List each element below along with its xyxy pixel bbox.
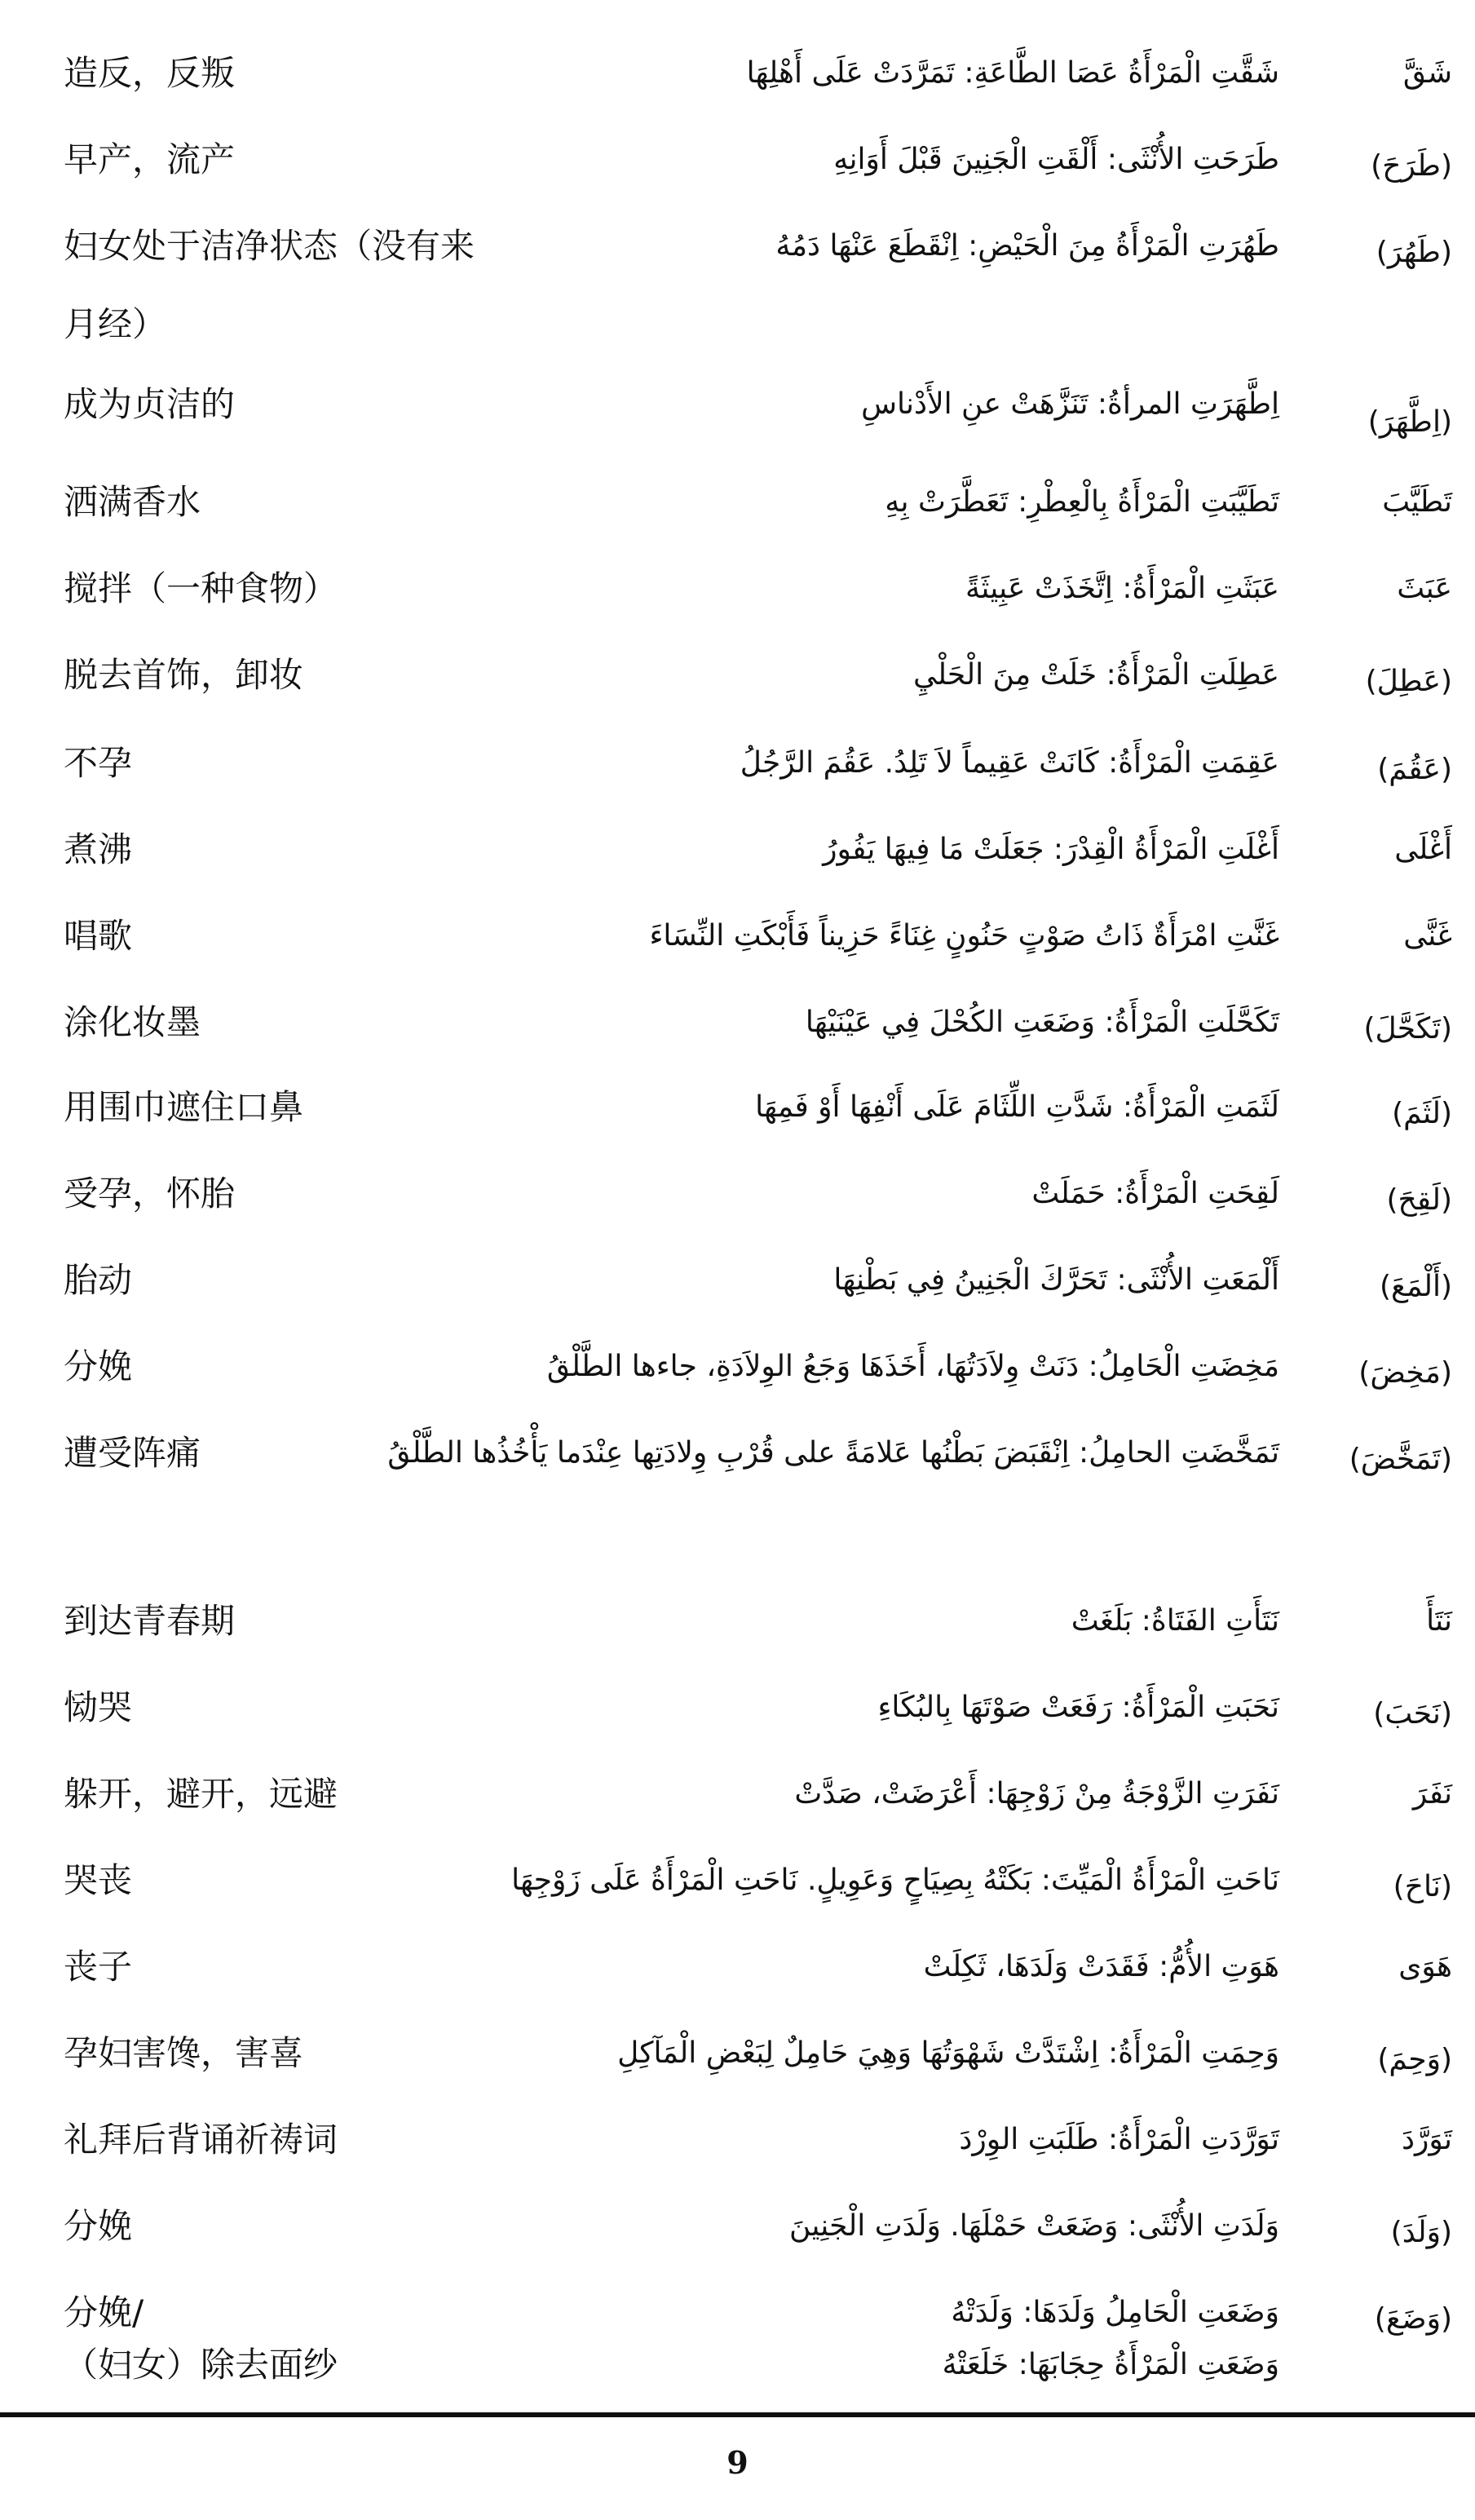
chinese-gloss: 哭丧 bbox=[64, 1860, 133, 1900]
headword: عَبَثَ bbox=[1397, 572, 1452, 605]
arabic-example: لَقِحَتِ الْمَرْأَةُ: حَمَلَتْ bbox=[1031, 1177, 1279, 1210]
arabic-example: نَاحَتِ الْمَرْأَةُ الْمَيِّتَ: بَكَتْهُ بِصِيَاحٍ وَعَوِيلٍ. نَاحَتِ الْمَرْأَةُ عَلَى زَوْجِهَا bbox=[511, 1863, 1279, 1897]
arabic-example: عَبَثَتِ الْمَرْأَةُ: اِتَّخَذَتْ عَبِيثَةً bbox=[965, 572, 1279, 605]
chinese-gloss: 胎动 bbox=[64, 1260, 133, 1300]
headword: (تَمَخَّضَ) bbox=[1349, 1443, 1452, 1476]
chinese-gloss: 成为贞洁的 bbox=[64, 384, 236, 424]
arabic-example: وَضَعَتِ الْمَرْأَةُ حِجَابَهَا: خَلَعَتْهُ bbox=[942, 2348, 1279, 2381]
arabic-example: وَحِمَتِ الْمَرْأَةُ: اِشْتَدَّتْ شَهْوَتُهَا وَهِيَ حَامِلٌ لِبَعْضِ الْمَآكِلِ bbox=[617, 2036, 1279, 2070]
chinese-gloss: 受孕，怀胎 bbox=[64, 1174, 236, 1214]
arabic-example: تَمَخَّضَتِ الحامِلُ: اِنْقَبَضَ بَطْنُها عَلامَةً على قُرْبِ وِلادَتِها عِنْدَما يَأْخُذُها الطَّلْقُ bbox=[387, 1436, 1279, 1470]
headword: (نَاحَ) bbox=[1393, 1870, 1452, 1903]
arabic-example: أَلْمَعَتِ الأُنْثَى: تَحَرَّكَ الْجَنِينُ فِي بَطْنِهَا bbox=[833, 1263, 1279, 1297]
headword: (وَحِمَ) bbox=[1377, 2043, 1452, 2076]
headword: (طَهُرَ) bbox=[1376, 236, 1452, 269]
headword: (نَحَبَ) bbox=[1373, 1697, 1452, 1731]
chinese-gloss: 造反，反叛 bbox=[64, 53, 236, 93]
headword: شَقَّ bbox=[1402, 56, 1452, 90]
chinese-gloss: 分娩 bbox=[64, 1346, 133, 1386]
headword: (اِطَّهَرَ) bbox=[1367, 405, 1452, 439]
arabic-example: تَكَحَّلَتِ الْمَرْأَةُ: وَضَعَتِ الكُحْلَ فِي عَيْنَيْهَا bbox=[805, 1006, 1279, 1039]
headword: (عَقُمَ) bbox=[1377, 753, 1452, 786]
headword: (وَلَدَ) bbox=[1390, 2216, 1452, 2249]
headword: (تَكَحَّلَ) bbox=[1363, 1012, 1452, 1046]
arabic-example: تَوَرَّدَتِ الْمَرْأَةُ: طَلَبَتِ الوِرْدَ bbox=[959, 2123, 1279, 2156]
chinese-gloss: 妇女处于洁净状态（没有来月经） bbox=[64, 226, 475, 344]
chinese-gloss: 不孕 bbox=[64, 743, 133, 783]
footer-divider bbox=[0, 2412, 1475, 2417]
arabic-example: نَحَبَتِ الْمَرْأَةُ: رَفَعَتْ صَوْتَهَا بِالبُكَاءِ bbox=[877, 1691, 1279, 1724]
headword: تَوَرَّدَ bbox=[1401, 2123, 1452, 2156]
chinese-gloss: 用围巾遮住口鼻 bbox=[64, 1087, 304, 1127]
chinese-gloss: 唱歌 bbox=[64, 916, 133, 956]
headword: (مَخِضَ) bbox=[1358, 1356, 1452, 1390]
headword: غَنَّى bbox=[1403, 919, 1452, 953]
page-number: 9 bbox=[726, 2444, 749, 2481]
arabic-example: طَرَحَتِ الأُنْثَى: أَلْقَتِ الْجَنِينَ قَبْلَ أَوَانِهِ bbox=[833, 143, 1279, 176]
arabic-example: أَغْلَتِ الْمَرْأَةُ الْقِدْرَ: جَعَلَتْ مَا فِيهَا يَفُورُ bbox=[823, 833, 1279, 866]
headword: (لَثَمَ) bbox=[1392, 1097, 1452, 1130]
arabic-example: نَتَأَتِ الفَتَاةُ: بَلَغَتْ bbox=[1071, 1604, 1279, 1638]
headword: (لَقِحَ) bbox=[1386, 1183, 1452, 1217]
arabic-example: نَفَرَتِ الزَّوْجَةُ مِنْ زَوْجِهَا: أَعْرَضَتْ، صَدَّتْ bbox=[794, 1777, 1279, 1810]
headword: نَتَأَ bbox=[1426, 1604, 1452, 1638]
chinese-gloss: 早产，流产 bbox=[64, 139, 236, 179]
chinese-gloss: 煮沸 bbox=[64, 829, 133, 869]
chinese-gloss: 遭受阵痛 bbox=[64, 1433, 201, 1473]
chinese-gloss: 孕妇害馋，害喜 bbox=[64, 2033, 304, 2073]
headword: (أَلْمَعَ) bbox=[1379, 1270, 1452, 1303]
arabic-example: غَنَّتِ امْرَأَةٌ ذَاتُ صَوْتٍ حَنُونٍ غِنَاءً حَزِيناً فَأَبْكَتِ النِّسَاءَ bbox=[649, 919, 1279, 953]
headword: هَوَى bbox=[1398, 1950, 1452, 1983]
headword: (عَطِلَ) bbox=[1365, 665, 1452, 698]
arabic-example: تَطَيَّبَتِ الْمَرْأَةُ بِالْعِطْرِ: تَعَطَّرَتْ بِهِ bbox=[885, 485, 1279, 519]
arabic-example: طَهُرَتِ الْمَرْأَةُ مِنَ الْحَيْضِ: اِنْقَطَعَ عَنْهَا دَمُهُ bbox=[775, 229, 1279, 263]
chinese-gloss: 躲开，避开，远避 bbox=[64, 1774, 338, 1814]
headword: (وَضَعَ) bbox=[1374, 2302, 1452, 2336]
chinese-gloss: 分娩 bbox=[64, 2206, 133, 2246]
arabic-example: شَقَّتِ الْمَرْأَةُ عَصَا الطَّاعَةِ: تَمَرَّدَتْ عَلَى أَهْلِهَا bbox=[746, 56, 1279, 90]
arabic-example: اِطَّهَرَتِ المرأةُ: تَنَزَّهَتْ عنِ الأَدْناسِ bbox=[861, 387, 1279, 421]
chinese-gloss: 丧子 bbox=[64, 1947, 133, 1987]
arabic-example: لَثَمَتِ الْمَرْأَةُ: شَدَّتِ اللِّثَامَ عَلَى أَنْفِهَا أَوْ فَمِهَا bbox=[755, 1090, 1279, 1124]
chinese-gloss: 礼拜后背诵祈祷词 bbox=[64, 2120, 338, 2160]
headword: أَغْلَى bbox=[1394, 833, 1452, 866]
chinese-gloss: 脱去首饰，卸妆 bbox=[64, 655, 304, 695]
headword: (طَرَحَ) bbox=[1371, 149, 1452, 183]
arabic-example: عَقِمَتِ الْمَرْأَةُ: كَانَتْ عَقِيماً لاَ تَلِدُ. عَقُمَ الرَّجُلُ bbox=[740, 746, 1279, 780]
arabic-example: مَخِضَتِ الْحَامِلُ: دَنَتْ وِلاَدَتُهَا، أَخَذَهَا وَجَعُ الوِلاَدَةِ، جاءها الطَّلْقُ bbox=[546, 1350, 1279, 1383]
headword: نَفَرَ bbox=[1412, 1777, 1452, 1810]
arabic-example: عَطِلَتِ الْمَرْأَةُ: خَلَتْ مِنَ الْحَلْيِ bbox=[912, 658, 1279, 692]
chinese-gloss: 到达青春期 bbox=[64, 1601, 236, 1641]
arabic-example: وَضَعَتِ الْحَامِلُ وَلَدَهَا: وَلَدَتْهُ bbox=[951, 2296, 1279, 2329]
arabic-example: هَوَتِ الأُمُّ: فَقَدَتْ وَلَدَهَا، ثَكِلَتْ bbox=[923, 1950, 1279, 1983]
chinese-gloss: 涂化妆墨 bbox=[64, 1002, 201, 1042]
chinese-gloss: 搅拌（一种食物） bbox=[64, 568, 338, 608]
arabic-example: وَلَدَتِ الأُنْثَى: وَضَعَتْ حَمْلَهَا. وَلَدَتِ الْجَنِينَ bbox=[788, 2209, 1279, 2243]
chinese-gloss: 分娩/ bbox=[64, 2292, 144, 2332]
chinese-gloss: 恸哭 bbox=[64, 1687, 133, 1727]
chinese-gloss: 洒满香水 bbox=[64, 482, 201, 522]
chinese-gloss: （妇女）除去面纱 bbox=[64, 2345, 338, 2385]
headword: تَطَيَّبَ bbox=[1382, 485, 1452, 519]
